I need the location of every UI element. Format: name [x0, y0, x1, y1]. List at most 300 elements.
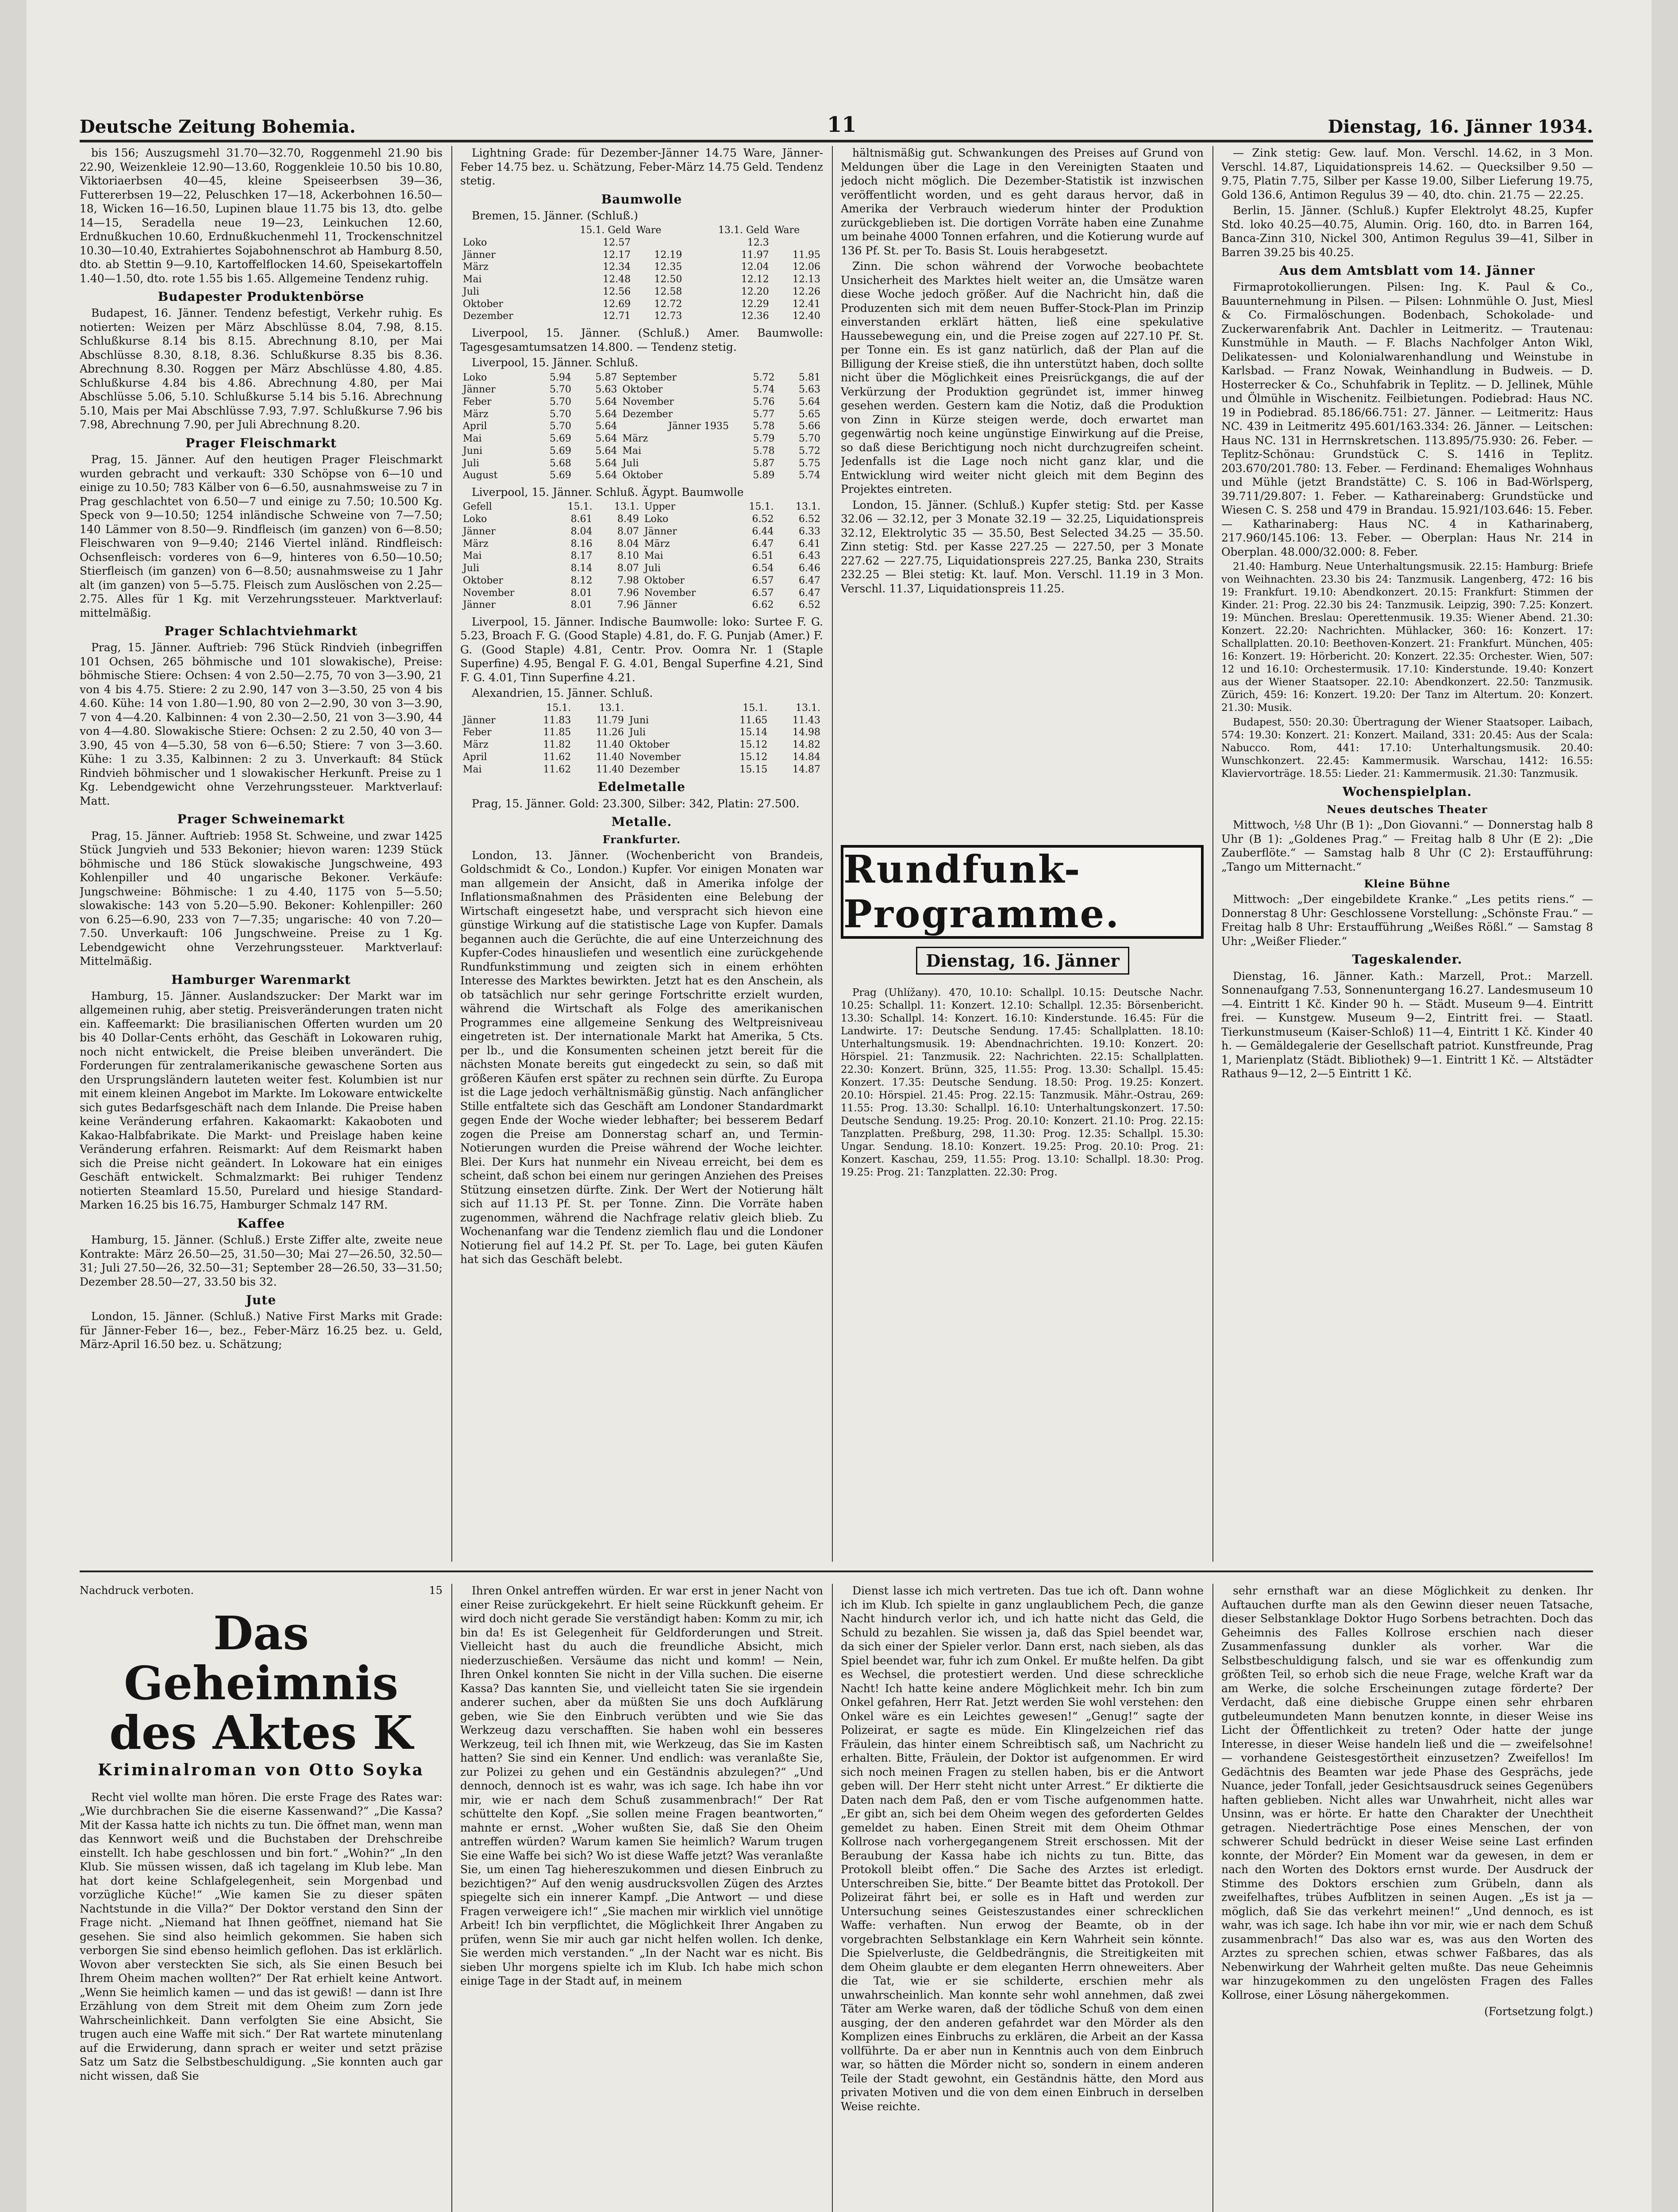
article-text: Liverpool, 15. Jänner. Indische Baumwolle: loko: Surtee F. G. 5.23, Broach F. G. (Good Staple) 4.81, do. F. G. Punjab (Amer.) F. G. (Good Staple) 4.81, Centr. Prov. Oomra Nr. 1 (Staple Superfine) 4.95, Bengal F. G. 4.01, Bengal Superfine 4.21, Sind F. G. 4.01, Tinn Superfine 4.21.: [460, 615, 823, 684]
section-heading: Kaffee: [237, 1216, 285, 1231]
table-cell: 6.57: [752, 575, 774, 586]
table-cell: 8.01: [570, 587, 593, 599]
table-cell: 12.06: [793, 261, 820, 273]
table-row: [460, 562, 823, 575]
page-content: [80, 97, 1593, 2212]
section-heading: Edelmetalle: [598, 780, 685, 795]
table-cell: Loko: [463, 372, 487, 383]
table-cell: 6.54: [752, 563, 774, 574]
table-cell: Juni: [463, 445, 483, 457]
paper-name: Deutsche Zeitung Bohemia.: [80, 116, 356, 137]
table-cell: 11.65: [739, 714, 768, 726]
serial-column-3: [841, 1584, 1204, 2212]
table-row: [460, 261, 823, 273]
installment-number: 15: [429, 1584, 443, 1597]
table-cell: 8.07: [617, 563, 639, 574]
subsection-heading: Neues deutsches Theater: [1327, 803, 1488, 816]
table-cell: 12.36: [741, 311, 769, 322]
article-text: Mittwoch, ½8 Uhr (B 1): „Don Giovanni.“ — Donnerstag halb 8 Uhr (B 1): „Goldenes Prag.“ — Freitag halb 8 Uhr (E 2): „Die Zauberflöte.“ — Samstag halb 8 Uhr (C 2): Erstaufführung: „Tango um Mitternacht.“: [1221, 818, 1593, 873]
alexandria-cotton-table: [460, 702, 823, 776]
continued-note: (Fortsetzung folgt.): [1484, 2005, 1593, 2018]
table-cell: 8.61: [570, 514, 593, 525]
table-cell: 8.12: [570, 575, 593, 586]
table-row: [460, 457, 823, 470]
article-text: Mittwoch: „Der eingebildete Kranke.“ „Les petits riens.“ — Donnerstag 8 Uhr: Geschlossene Vorstellung: „Schönste Frau.“ — Freitag halb 8 Uhr: Erstaufführung „Weißes Rößl.“ — Samstag 8 Uhr: „Weißer Flieder.“: [1221, 893, 1593, 948]
table-row: [460, 526, 823, 538]
radio-text: Budapest, 550: 20.30: Übertragung der Wiener Staatsoper. Laibach, 574: 19.30: Konzert. 21: Konzert. Mailand, 331: 20.45: Aus der Scala: Nabucco. Rom, 441: 17.10: Unterhaltungsmusik. 20.40: Wunschkonzert. 22.45: Kammermusik. Warschau, 1412: 16.55: Klaviervorträge. 18.55: Lieder. 21: Kammermusik. 21.30: Tanzmusik.: [1221, 716, 1593, 780]
table-cell: 8.07: [617, 526, 639, 537]
table-cell: 5.64: [799, 396, 820, 407]
table-cell: Jänner: [463, 599, 496, 611]
table-cell: [633, 237, 685, 249]
table-cell: Jänner: [463, 526, 496, 537]
table-cell: 5.87: [753, 457, 775, 469]
table-cell: 5.78: [753, 445, 775, 457]
table-row: [460, 538, 823, 550]
serial-subtitle: Kriminalroman von Otto Soyka: [98, 1761, 424, 1780]
article-text: Firmaprotokollierungen. Pilsen: Ing. K. Paul & Co., Bauunternehmung in Pilsen. — Pilsen: Lohnmühle O. Just, Miesl & Co. Firmalöschungen. Bodenbach, Schokolade- und Zuckerwarenfabrik Ant. Dachler in Leitmeritz. — Trautenau: Kunstmühle in Mauth. — F. Blachs Nachfolger Anton Wikl, Delikatessen- und Kolonialwarenhandlung und Weinstube in Karlsbad. — Franz Nowak, Weinhandlung in Budweis. — D. Hosterrecker & Co., Schuhfabrik in Teplitz. — D. Jellinek, Mühle und Ölmühle in Wischenitz. Feilbietungen. Podiebrad: Haus NC. 19 in Podiebrad. 85.186/66.751: 27. Jänner. — Leitmeritz: Haus NC. 439 in Leitmeritz 495.601/163.334: 26. Jänner. — Leitschen: Haus NC. 131 in Herrnskretschen. 113.895/75.930: 26. Feber. — Teplitz-Schönau: Grundstück C. S. 1416 in Teplitz. 203.670/201.780: 13. Feber. — Ferdinand: Ehemaliges Wohnhaus und Mühle (jetzt Brandstätte) C. S. 106 in Bad-Wörlsperg, 39.711/29.807: 1. Feber. — Kathareinaberg: Grundstücke und Wiesen C. S. 258 und 479 in Brandau. 15.921/103.646: 15. Feber. — Katharinaberg: Haus NC. 4 in Katharinaberg, 217.960/145.106: 13. Feber. — Oberplan: Haus Nr. 214 in Oberplan. 48.000/32.000: 8. Feber.: [1221, 280, 1593, 558]
table-cell: 14.98: [793, 727, 820, 738]
section-heading: Prager Schlachtviehmarkt: [164, 624, 358, 639]
table-row: [460, 384, 823, 396]
table-cell: Oktober: [622, 470, 663, 481]
table-cell: Feber: [463, 396, 492, 407]
table-row: [460, 237, 823, 249]
table-cell: 13.1.: [796, 702, 820, 714]
masthead: [80, 97, 1593, 142]
table-cell: November: [644, 587, 696, 599]
table-cell: 5.69: [550, 433, 571, 445]
table-cell: 14.87: [793, 764, 820, 775]
table-cell: Gefell: [463, 501, 492, 513]
table-cell: 8.10: [617, 550, 639, 562]
serial-column-4: [1221, 1584, 1593, 2212]
table-cell: 6.46: [799, 563, 820, 574]
table-row: [460, 310, 823, 323]
table-cell: März: [463, 261, 489, 273]
table-cell: 11.40: [596, 739, 624, 751]
table-cell: 7.98: [617, 575, 639, 586]
table-cell: Jänner: [644, 526, 677, 537]
article-text: Liverpool, 15. Jänner. (Schluß.) Amer. Baumwolle: Tagesgesamtumsatzen 14.800. — Tendenz stetig.: [460, 326, 823, 353]
table-row: [460, 587, 823, 599]
table-cell: 12.12: [741, 274, 769, 285]
table-cell: 13.1.: [614, 501, 639, 513]
table-cell: 12.3: [747, 237, 769, 248]
section-heading: Budapester Produktenbörse: [158, 289, 365, 304]
radio-listings: [841, 987, 1204, 1562]
article-text: Prag, 15. Jänner. Auf den heutigen Prager Fleischmarkt wurden gebracht und verkauft: 330 Schöpse von 6—10 und einige zu 10.50; 783 Kälber von 6—6.50, ausnahmsweise zu 7 in Prag geschlachtet von 6.50—7 und einige zu 7.50; 10.500 Kg. Speck von 9—10.50; 1254 inländische Schweine von 7—7.50; 140 Lämmer von 8.50—9. Rindfleisch (im ganzen) von 6—8.50; Fleischwaren von 9—9.40; 2146 Viertel inländ. Rindfleisch: Ochsenfleisch: vorderes von 6—9, hinteres von 6.50—10.50; Stierfleisch (im ganzen) von 6—8.50; ausnahmsweise zu 1 Jahr alt (im ganzen) von 5—5.75. Fleisch zum Auslöschen von 2.25—2.75. Alles für 1 Kg. mit Verzehrungssteuer. Marktverlauf: mittelmäßig.: [80, 453, 443, 619]
section-heading: Wochenspielplan.: [1342, 784, 1472, 799]
table-cell: 8.16: [570, 538, 593, 549]
table-cell: Feber: [463, 727, 492, 738]
table-cell: 12.58: [654, 286, 682, 297]
table-cell: 5.70: [550, 384, 571, 396]
table-row: [460, 298, 823, 311]
table-cell: Juli: [463, 457, 480, 469]
table-cell: November: [463, 587, 515, 599]
table-cell: [460, 702, 521, 714]
column-market-reports: [80, 146, 443, 1562]
table-cell: [627, 702, 717, 714]
table-cell: 11.62: [543, 751, 571, 763]
table-cell: 12.13: [793, 274, 820, 285]
table-cell: 5.77: [753, 408, 775, 420]
table-cell: 14.82: [793, 739, 820, 751]
table-row: [460, 575, 823, 587]
newspaper-page: [27, 0, 1651, 2212]
table-cell: 6.62: [752, 599, 774, 611]
table-cell: Juni: [629, 714, 649, 726]
table-cell: 5.64: [595, 421, 617, 432]
article-text: — Zink stetig: Gew. lauf. Mon. Verschl. 14.62, in 3 Mon. Verschl. 14.87, Liquidationspreis 14.62. — Quecksilber 9.50 — 9.75, Platin 7.75, Silber per Kasse 19.00, Silber Lieferung 19.75, Gold 136.6, Antimon Regulus 39 — 40, dto. chin. 21.75 — 22.25.: [1221, 146, 1593, 201]
table-row: [460, 764, 823, 776]
table-cell: November: [629, 751, 681, 763]
radio-date: Dienstag, 16. Jänner: [926, 951, 1120, 971]
table-cell: 13.1.: [796, 501, 820, 513]
column-metals: [841, 146, 1204, 836]
table-cell: 15.1. Geld: [580, 225, 631, 236]
table-cell: 11.40: [596, 751, 624, 763]
table-cell: 15.1.: [546, 702, 571, 714]
table-cell: 6.33: [799, 526, 820, 537]
serial-title: Das Geheimnis des Aktes K: [109, 1606, 413, 1760]
table-cell: 6.41: [799, 538, 820, 549]
table-cell: Juli: [629, 727, 646, 738]
table-cell: Jänner: [463, 249, 496, 261]
radio-text: 21.40: Hamburg. Neue Unterhaltungsmusik. 22.15: Hamburg: Briefe von Weihnachten. 23.30 bis 24: Tanzmusik. Langenberg, 472: 16 bis 19: Frankfurt. 19.10: Abendkonzert. 20.15: Frankfurt: Stimmen der Kinder. 21: Prog. 22.30 bis 24: Tanzmusik. Leipzig, 390: 7.25: Konzert. 19: München. Breslau: Operettenmusik. 19.35: Wiener Abend. 21.30: Konzert. 22.20: Nachrichten. Mühlacker, 360: 16: Konzert. 17: Schallplatten. 20.10: Beethoven-Konzert. 21: Frankfurt. München, 405: 16: Konzert. 19: Hörbericht. 20: Konzert. 22.35: Orchester. Wien, 507: 12 und 16.10: Orchestermusik. 17.10: Kinderstunde. 19.40: Konzert aus der Wiener Staatsoper. 22.10: Abendkonzert. 22.50: Tanzmusik. Zürich, 459: 16: Konzert. 19.20: Der Tanz im Altertum. 20: Konzert. 21.30: Musik.: [1221, 561, 1593, 714]
table-cell: 15.14: [739, 727, 768, 738]
table-row: [460, 445, 823, 457]
subsection-heading: Frankfurter.: [602, 833, 681, 846]
table-cell: Juli: [463, 563, 480, 574]
table-cell: 12.26: [793, 286, 820, 297]
table-row: [460, 599, 823, 611]
table-cell: 12.40: [793, 311, 820, 322]
table-cell: Upper: [644, 501, 676, 513]
table-cell: 5.81: [799, 372, 820, 383]
table-cell: 5.64: [595, 445, 617, 457]
table-cell: 5.66: [799, 421, 820, 432]
table-row: [460, 714, 823, 727]
table-cell: 5.65: [799, 408, 820, 420]
table-cell: 8.01: [570, 599, 593, 611]
liverpool-cotton-table: [460, 372, 823, 482]
table-cell: Jänner 1935: [668, 421, 729, 432]
table-cell: 5.70: [550, 396, 571, 407]
section-heading: Hamburger Warenmarkt: [171, 972, 351, 987]
table-cell: Mai: [463, 433, 482, 445]
table-cell: 6.43: [799, 550, 820, 562]
article-text: Prag, 15. Jänner. Auftrieb: 796 Stück Rindvieh (inbegriffen 101 Ochsen, 265 böhmische und 101 slowakische), Preise: böhmische Stiere: Ochsen: 4 von 2.50—2.75, 70 von 3—3.90, 21 von 4 bis 4.75. Stiere: 2 zu 2.90, 147 von 3—3.50, 25 von 4 bis 4.60. Kühe: 14 von 1.80—1.90, 80 von 2—2.90, 30 von 3—3.90, 7 von 4—4.20. Kalbinnen: 4 von 2.30—2.50, 21 von 3—3.90, 44 von 4—4.80. Slowakische Stiere: Ochsen: 2 zu 2.50, 40 von 3—3.90, 45 von 4—5.30, 58 von 6—6.50; Stiere: 7 von 3—3.60. Kühe: 1 zu 3.35, Kalbinnen: 2 zu 3. Unverkauft: 84 Stück Rindvieh böhmischer und 1 slowakischer Herkunft. Preise zu 1 Kg. Lebendgewicht ohne Verzehrungssteuer. Marktverlauf: Matt.: [80, 641, 443, 807]
table-cell: 12.71: [603, 311, 631, 322]
column-divider: [832, 1584, 833, 2212]
table-row: [460, 550, 823, 562]
table-cell: 11.26: [596, 727, 624, 738]
column-notices: [1221, 146, 1593, 1562]
table-cell: 5.69: [550, 445, 571, 457]
table-cell: 6.47: [799, 587, 820, 599]
section-heading: Aus dem Amtsblatt vom 14. Jänner: [1279, 263, 1535, 278]
table-cell: 5.64: [595, 396, 617, 407]
table-cell: März: [463, 739, 489, 751]
table-cell: 14.84: [793, 751, 820, 763]
table-cell: 11.40: [596, 764, 624, 775]
table-cell: 5.63: [799, 384, 820, 396]
grain-prices-text: bis 156; Auszugsmehl 31.70—32.70, Roggenmehl 21.90 bis 22.90, Weizenkleie 12.90—13.60, Roggenkleie 10.50 bis 10.80, Viktoriaerbsen 40—45, kleine Speiseerbsen 39—36, Futtererbsen 19—22, Peluschken 17—18, Ackerbohnen 16.50—18, Wicken 16—16.50, Lupinen blaue 11.75 bis 13, dto. gelbe 14—15, Seradella neue 19—23, Leinkuchen 12.60, Erdnußkuchen 10.60, Erdnußkuchenmehl 11, Trockenschnitzel 10.30—10.40, Extrahiertes Sojabohnenschrot ab Hamburg 8.50, dto. ab Stettin 9—9.10, Kartoffelflocken 14.60, Speisekartoffeln 1.40—1.50, dto. rote 1.55 bis 1.65. Allgemeine Tendenz ruhig.: [80, 146, 443, 285]
liverpool-egypt-cotton-table: [460, 501, 823, 611]
table-cell: 5.78: [753, 421, 775, 432]
table-caption: Liverpool, 15. Jänner. Schluß. Ägypt. Baumwolle: [472, 485, 744, 499]
serial-text: sehr ernsthaft war an diese Möglichkeit zu denken. Ihr Auftauchen durfte man als den Gewinn dieser neuen Tatsache, dieser Selbstanklage Doktor Hugo Sorbens betrachten. Doch das Geheimnis des Falles Kollrose erschien nach dieser Zusammenfassung dunkler als vorher. War die Selbstbeschuldigung falsch, und sie war es offenkundig zum größten Teil, so erhob sich die neue Frage, welche Kraft war da am Werke, die solche Erscheinungen zutage förderte? Der Verdacht, daß eine diebische Gruppe einen sehr ehrbaren gutbeleumundeten Mann benutzen konnte, in dieser Weise ins Licht der Öffentlichkeit zu treten? Oder hatte der junge Interesse, in dieser Weise handeln ließ und die — zweifelsohne! — vorhandene Geistesgestörtheit einzusetzen? Zweifellos! Im Gedächtnis des Beamten war jede Phase des Gesprächs, jede Nuance, jeder Tonfall, jeder Gesichtsausdruck seines Gegenübers haften geblieben. Nicht alles war Unwahrheit, nicht alles war Unsinn, was er hörte. Er hatte den Charakter der Unechtheit getragen. Niederträchtige Pose eines Menschen, der von schwerer Schuld bedrückt in dieser Weise seine Last erfinden konnte, der Mörder? Ein Moment war da gewesen, in dem er nach den Worten des Doktors ernst wurde. Der Ausdruck der Stimme des Doktors erschien zum Grübeln, dann als zweifelhaftes, trübes Aufblitzen in seinen Augen. „Es ist ja — möglich, daß Sie das verkehrt meinen!“ „Und dennoch, es ist wahr, was ich sage. Ich habe ihn vor mir, wie er nach dem Schuß zusammenbrach!“ Das also war es, was aus den Worten des Arztes zu sprechen schien, etwas schwer Faßbares, das als Nebenwirkung der Wahrheit gelten mußte. Das neue Geheimnis war hinzugekommen zu den ungelösten Fragen des Falles Kollrose, einer Lösung nähergekommen.: [1221, 1584, 1593, 2001]
table-row: [460, 501, 823, 513]
table-cell: 15.1.: [749, 501, 774, 513]
column-commodities: [460, 146, 823, 1562]
serial-column-1: [80, 1584, 443, 2212]
section-divider: [80, 1571, 1593, 1572]
table-cell: 5.70: [550, 421, 571, 432]
table-cell: Dezember: [629, 764, 680, 775]
table-row: [460, 469, 823, 482]
table-cell: 5.72: [753, 372, 775, 383]
radio-title: Rundfunk-Programme.: [843, 847, 1120, 937]
table-cell: 5.70: [550, 408, 571, 420]
table-cell: 5.94: [550, 372, 571, 383]
table-cell: Mai: [463, 764, 482, 775]
table-cell: 12.72: [654, 298, 682, 310]
table-row: [460, 286, 823, 298]
table-cell: 13.1.: [599, 702, 624, 714]
table-cell: 12.20: [741, 286, 769, 297]
table-caption: Bremen, 15. Jänner. (Schluß.): [472, 209, 638, 222]
table-cell: Mai: [463, 550, 482, 562]
table-cell: 12.19: [654, 249, 682, 261]
table-cell: 5.64: [595, 457, 617, 469]
table-cell: 8.49: [617, 514, 639, 525]
table-cell: 5.64: [595, 433, 617, 445]
table-cell: 5.72: [799, 445, 820, 457]
table-cell: 12.34: [603, 261, 631, 273]
table-cell: 5.63: [595, 384, 617, 396]
table-row: [460, 372, 823, 384]
column-divider: [451, 1584, 452, 2212]
table-cell: März: [622, 433, 648, 445]
table-cell: 11.83: [543, 714, 571, 726]
table-cell: Oktober: [644, 575, 685, 586]
table-cell: 15.1.: [567, 501, 593, 513]
table-cell: 12.41: [793, 298, 820, 310]
table-cell: 12.29: [741, 298, 769, 310]
section-heading: Prager Schweinemarkt: [177, 812, 345, 827]
table-cell: 12.73: [654, 311, 682, 322]
table-cell: 8.14: [570, 563, 593, 574]
table-cell: Loko: [463, 237, 487, 248]
table-cell: 11.97: [741, 249, 769, 261]
article-text: Hamburg, 15. Jänner. Auslandszucker: Der Markt war im allgemeinen ruhig, aber stetig. Preisveränderungen traten nicht ein. Kaffeemarkt: Die brasilianischen Offerten wurden um 20 bis 40 Dollar-Cents erhöht, das Geschäft in Lokowaren ruhig, noch nicht entwickelt, die Preise bleiben unverändert. Die Forderungen für zentralamerikanische gewaschene Sorten aus den Ursprungsländern lauteten weiter fest. Kolumbien ist nur mit einem kleinen Angebot im Markte. Im Lokoware entwickelte sich gutes Bedarfsgeschäft nach dem Inlande. Die Preise haben keine Veränderung erfahren. Kakaomarkt: Kakaoboten und Kakao-Halbfabrikate. Die Markt- und Preislage haben keine Veränderung erfahren. Reismarkt: Auf dem Reismarkt haben sich die Preise nicht geändert. In Lokoware hat ein einiges Geschäft entwickelt. Schmalzmarkt: Bei ruhiger Tendenz notierten Steamlard 15.50, Purelard und hiesige Standard-Marken 16.25 bis 16.75, Hamburger Schmalz 147 RM.: [80, 989, 443, 1212]
table-cell: 11.43: [793, 714, 820, 726]
table-cell: 6.44: [752, 526, 774, 537]
column-divider: [1212, 1584, 1213, 2212]
article-text: Budapest, 16. Jänner. Tendenz befestigt, Verkehr ruhig. Es notierten: Weizen per März Abschlüsse 8.04, 7.98, 8.15. Schlußkurse 8.14 bis 8.15. Abrechnung 8.10, per Mai Abschlüsse 8.30, 8.18, 8.36. Schlußkurse 8.35 bis 8.36. Abrechnung 8.30. Roggen per März Abschlüsse 4.80, 4.85. Schlußkurse 4.84 bis 4.86. Abrechnung 4.80, per Mai Abschlüsse 5.06, 5.10. Schlußkurse 5.14 bis 5.16. Abrechnung 5.10, Mais per Mai Abschlüsse 7.93, 7.97. Schlußkurse 7.96 bis 7.98, Abrechnung 7.90, per Juli Abrechnung 8.20.: [80, 307, 443, 431]
section-heading: Prager Fleischmarkt: [185, 435, 337, 450]
table-cell: März: [463, 538, 489, 549]
article-text: London, 15. Jänner. (Schluß.) Kupfer stetig: Std. per Kasse 32.06 — 32.12, per 3 Monate 32.19 — 32.25, Liquidationspreis 32.12, Elektrolytic 35 — 35.50, Best Selected 34.25 — 35.50. Zinn stetig: Std. per Kasse 227.25 — 227.50, per 3 Monate 227.62 — 227.75, Liquidationspreis 227.25, Banka 230, Straits 232.25 — Blei stetig: Kt. lauf. Mon. Verschl. 11.19 in 3 Mon. Verschl. 11.37, Liquidationspreis 11.25.: [841, 498, 1204, 595]
article-text: Zinn. Die schon während der Vorwoche beobachtete Unsicherheit des Marktes hielt weiter an, die Umsätze waren diese Woche jedoch größer. Auf die Nachricht hin, daß die Produzenten sich mit dem neuen Buffer-Stock-Plan im Prinzip einverstanden erklärt hätten, ließ eine spekulative Haussebewegung ein, und die Preise zogen auf 227.10 Pf. St. per Tonne ein. Es ist ganz natürlich, daß der Plan auf die Billigung der Kreise stieß, die ihn unterstützt haben, doch sollte nicht über die Möglichkeit eines Preisrückgangs, die auf der Verkürzung der Produktion gegründet ist, immer hinweg gesehen werden. Gestern kam die Notiz, daß die Produktion von Zinn in Kürze steigen werde, doch erwartet man gegenwärtig noch keine ungünstige Einwirkung auf die Preise, so daß diese Berichtigung noch nicht durchzugreifen scheint. Jedenfalls ist die Lage noch nicht ganz klar, und die Entwicklung wird weiter nicht gleich mit dem Beginn des Projektes eintreten.: [841, 260, 1204, 495]
serial-header: [80, 1584, 443, 1597]
table-cell: 5.68: [550, 457, 571, 469]
table-caption: Liverpool, 15. Jänner. Schluß.: [472, 356, 639, 369]
table-row: [460, 273, 823, 286]
table-cell: 12.04: [741, 261, 769, 273]
table-cell: 5.64: [595, 408, 617, 420]
table-row: [460, 513, 823, 526]
table-cell: Juli: [644, 563, 661, 574]
table-cell: 12.57: [603, 237, 631, 248]
table-row: [460, 751, 823, 764]
column-divider: [832, 146, 833, 1562]
radio-programs-banner: [841, 845, 1204, 939]
bremen-cotton-table: [460, 224, 823, 323]
table-cell: Juli: [622, 457, 639, 469]
table-cell: 12.48: [603, 274, 631, 285]
table-caption: Alexandrien, 15. Jänner. Schluß.: [472, 687, 653, 700]
table-cell: 6.47: [752, 538, 774, 549]
table-cell: 15.15: [739, 764, 768, 775]
table-cell: 5.70: [799, 433, 820, 445]
section-heading: Tageskalender.: [1352, 952, 1462, 967]
table-cell: 12.35: [654, 261, 682, 273]
table-cell: [460, 224, 547, 237]
table-row: [460, 420, 823, 433]
table-cell: Jänner: [463, 384, 496, 396]
table-cell: 5.76: [753, 396, 775, 407]
table-cell: August: [463, 470, 498, 481]
table-cell: Loko: [644, 514, 669, 525]
column-divider: [1212, 146, 1213, 1562]
article-text: Prag, 15. Jänner. Gold: 23.300, Silber: 342, Platin: 27.500.: [472, 797, 800, 810]
table-row: [460, 726, 823, 739]
page-number: 11: [827, 112, 857, 137]
table-cell: Jänner: [644, 599, 677, 611]
table-cell: 8.04: [617, 538, 639, 549]
table-cell: 11.62: [543, 764, 571, 775]
table-cell: März: [644, 538, 670, 549]
table-cell: Dezember: [622, 408, 673, 420]
serial-column-2: [460, 1584, 823, 2212]
article-text: Prag, 15. Jänner. Auftrieb: 1958 St. Schweine, und zwar 1425 Stück Jungvieh und 533 Bekonier; hievon waren: 1239 Stück böhmische und 186 Stück slowakische Jungschweine, 493 Kohlenpiller und 40 ungarische Bekoner. Verkäufe: Jungschweine: Böhmische: 1 zu 4.40, 1175 von 5—5.50; slowakische: 143 von 5.20—5.90. Bekoner: Kohlenpiller: 260 von 6.25—6.90, 233 von 7—7.35; ungarische: 40 von 7.20—7.50. Unverkauft: 106 Jungschweine. Preise zu 1 Kg. Lebendgewicht ohne Verzehrungssteuer. Marktverlauf: Mittelmäßig.: [80, 829, 443, 968]
section-heading: Baumwolle: [601, 192, 682, 207]
table-cell: 11.82: [543, 739, 571, 751]
article-text: Lightning Grade: für Dezember-Jänner 14.75 Ware, Jänner-Feber 14.75 bez. u. Schätzung, Feber-März 14.75 Geld. Tendenz stetig.: [460, 146, 823, 187]
table-cell: Oktober: [622, 384, 663, 396]
table-cell: 11.95: [793, 249, 820, 261]
section-heading: Jute: [246, 1293, 277, 1308]
table-row: [460, 433, 823, 445]
table-cell: März: [463, 408, 489, 420]
table-cell: 5.75: [799, 457, 820, 469]
table-cell: 5.79: [753, 433, 775, 445]
table-cell: 15.1.: [743, 702, 768, 714]
radio-text: Prag (Uhlížany). 470, 10.10: Schallpl. 10.15: Deutsche Nachr. 10.25: Schallpl. 11: Konzert. 12.10: Schallpl. 12.35: Börsenbericht. 13.30: Schallpl. 14: Konzert. 16.10: Kinderstunde. 16.45: Für die Landwirte. 17: Deutsche Sendung. 17.45: Schallplatten. 18.10: Unterhaltungsmusik. 19: Abendnachrichten. 19.10: Konzert. 20: Hörspiel. 21: Tanzmusik. 22: Nachrichten. 22.15: Schallplatten. 22.30: Konzert. Brünn, 325, 11.55: Prog. 13.30: Schallpl. 15.45: Konzert. 17.35: Deutsche Sendung. 18.50: Prog. 19.25: Konzert. 20.10: Hörspiel. 21.45: Prog. 22.15: Tanzmusik. Mähr.-Ostrau, 269: 11.55: Prog. 13.30: Schallpl. 16.10: Unterhaltungskonzert. 17.50: Deutsche Sendung. 19.25: Prog. 20.10: Konzert. 21.10: Prog. 22.15: Tanzplatten. Preßburg, 298, 11.30: Prog. 12.35: Schallpl. 15.30: Ungar. Sendung. 18.10: Konzert. 19.25: Prog. 20.10: Prog. 21: Konzert. Kaschau, 259, 11.55: Prog. 13.10: Schallpl. 18.30: Prog. 19.25: Prog. 21: Tanzplatten. 22.30: Prog.: [841, 987, 1204, 1178]
table-row: [460, 408, 823, 421]
table-cell: 15.12: [739, 739, 768, 751]
article-text: Berlin, 15. Jänner. (Schluß.) Kupfer Elektrolyt 48.25, Kupfer Std. loko 40.25—40.75, Alumin. Orig. 160, dto. in Barren 164, Banca-Zinn 310, Nickel 300, Antimon Regulus 39—41, Silber in Barren 39.25 bis 40.25.: [1221, 204, 1593, 259]
radio-date-box: [916, 947, 1129, 975]
article-text: hältnismäßig gut. Schwankungen des Preises auf Grund von Meldungen über die Lage in den Vereinigten Staaten und jedoch nicht möglich. Die Dezember-Statistik ist inzwischen veröffentlicht worden, und es geht daraus hervor, daß in Amerika der Verbrauch wiederum hinter der Produktion zurückgeblieben ist. Die dortigen Vorräte haben eine Zunahme um beinahe 4000 Tonnen erfahren, und die Kotierung wurde auf 136 Pf. St. per To. Basis St. Louis herabgesetzt.: [841, 146, 1204, 257]
table-cell: 6.51: [752, 550, 774, 562]
table-cell: November: [622, 396, 674, 407]
table-cell: Oktober: [463, 298, 504, 310]
table-row: [460, 739, 823, 751]
table-row: [460, 249, 823, 261]
table-cell: April: [463, 421, 487, 432]
table-cell: September: [622, 372, 677, 383]
column-divider: [451, 146, 452, 1562]
table-cell: 5.74: [753, 384, 775, 396]
table-cell: 12.69: [603, 298, 631, 310]
table-cell: 11.85: [543, 727, 571, 738]
table-cell: Mai: [622, 445, 642, 457]
table-cell: Oktober: [629, 739, 670, 751]
table-cell: 12.56: [603, 286, 631, 297]
table-cell: 12.17: [603, 249, 631, 261]
table-row: [460, 396, 823, 408]
table-cell: Mai: [644, 550, 663, 562]
table-cell: Jänner: [463, 714, 496, 726]
serial-text: Recht viel wollte man hören. Die erste Frage des Rates war: „Wie durchbrachen Sie die eiserne Kassenwand?“ „Die Kassa? Mit der Kassa hatte ich nichts zu tun. Die öffnet man, wenn man das Kennwort weiß und die Buchstaben der Drehschreibe einstellt. Ich habe geschlossen und bin fort.“ „Wohin?“ „In den Klub. Sie müssen wissen, daß ich tagelang im Klub lebe. Man hat dort keine Schlafgelegenheit, sein Morgenbad und vorzügliche Küche!“ „Wie kamen Sie zu dieser späten Nachtstunde in die Villa?“ Der Doktor verstand den Sinn der Frage nicht. „Niemand hat Ihnen geöffnet, niemand hat Sie gesehen. Sie sind also heimlich gekommen. Sie haben sich verborgen Sie sind ebenso heimlich geflohen. Das ist erklärlich. Wovon aber versteckten Sie sich, als Sie einen Besuch bei Ihrem Oheim machen wollten?“ Der Rat erhielt keine Antwort. „Wenn Sie heimlich kamen — und das ist gewiß! — dann ist Ihre Erzählung von dem Streit mit dem Oheim zum Zorn jede Wahrscheinlichkeit. Dann verfolgten Sie eine Absicht, Sie trugen auch eine Waffe mit sich.“ Der Rat wartete minutenlang auf die Erwiderung, dann sprach er weiter und setzt präzise Satz um Satz die Selbstbeschuldigung. „Sie konnten auch gar nicht wissen, daß Sie: [80, 1790, 443, 2082]
table-cell: 15.12: [739, 751, 768, 763]
table-cell: 5.87: [595, 372, 617, 383]
table-cell: Loko: [463, 514, 487, 525]
table-cell: 11.79: [596, 714, 624, 726]
article-text: London, 15. Jänner. (Schluß.) Native First Marks mit Grade: für Jänner-Feber 16—, bez., Feber-März 16.25 bez. u. Geld, März-April 16.50 bez. u. Schätzung;: [80, 1310, 443, 1351]
subsection-heading: Kleine Bühne: [1364, 877, 1451, 891]
table-cell: Dezember: [463, 311, 513, 322]
table-header-row: [460, 224, 823, 237]
table-cell: 8.17: [570, 550, 593, 562]
serial-text: Dienst lasse ich mich vertreten. Das tue ich oft. Dann wohne ich im Klub. Ich spielte in ganz unglaublichem Pech, die ganze Nacht hindurch verlor ich, und ich hatte nicht das Geld, die Schuld zu bezahlen. Sie wissen ja, daß das Spiel beendet war, da sich einer der Spieler verlor. Dann erst, nach sieben, als das Spiel beendet war, fuhr ich zum Onkel. Er mußte helfen. Da gibt es Wechsel, die protestiert werden. Und diese schreckliche Nacht! Ich hatte keine andere Möglichkeit mehr. Ich bin zum Onkel gefahren, Herr Rat. Jetzt werden Sie wohl verstehen: den Onkel wäre es ein Leichtes gewesen!“ „Genug!“ sagte der Polizeirat, er sagte es müde. Ein Klingelzeichen rief das Fräulein, das hinter einem Schreibtisch saß, um Nachricht zu erhalten. Bitte, Fräulein, der Doktor ist aufgenommen. Er wird sich noch meinen Fragen zu stellen haben, bis er die Antwort geben will. Der Herr steht nicht unter Arrest.“ Er diktierte die Daten nach dem Paß, den er vom Tische aufgenommen hatte. „Er gibt an, sich bei dem Oheim wegen des geforderten Geldes gemeldet zu haben. Einen Streit mit dem Oheim Othmar Kollrose nach vorhergegangenem Streit erschossen. Mit der Beraubung der Kassa habe ich nichts zu tun. Bitte, das Protokoll bleibt offen.“ Die Sache des Arztes ist erledigt. Unterschreiben Sie, bitte.“ Der Beamte bittet das Protokoll. Der Polizeirat fährt bei, er solle es in Haft und werden zur Untersuchung seines Geisteszustandes einer schrecklichen Waffe: verhaften. Nun erwog der Beamte, ob in der vorgebrachten Selbstanklage ein Kern Wahrheit sein könnte. Die Spielverluste, die Geldbedrängnis, die Streitigkeiten mit dem Oheim glaubte er dem eleganten Herrn ohneweiters. Aber die Tat, wie er sie schilderte, erschien mehr als unwahrscheinlich. Man konnte sehr wohl annehmen, daß zwei Täter am Werke waren, daß der tödliche Schuß von dem einen ausging, der den anderen gefahrdet war den Mörder als den Komplizen eines Einbruchs zu erklären, die Arbeit an der Kassa vollführte. Da er aber nun in Kenntnis auch von dem Einbruch war, so hätten die Mörder nicht so, sondern in einem anderen Teile der Stadt gewohnt, ein Geständnis hätte, den Mord aus privaten Motiven und die von dem einen Einbruch in derselben Weise reichte.: [841, 1584, 1204, 2113]
article-text: London, 13. Jänner. (Wochenbericht von Brandeis, Goldschmidt & Co., London.) Kupfer. Vor einigen Monaten war man allgemein der Ansicht, daß in Amerika infolge der Inflationsmaßnahmen des Präsidenten eine Belebung der Wirtschaft eingesetzt habe, und verspracht sich hievon eine günstige Wirkung auf die statistische Lage von Kupfer. Damals begannen auch die Gerüchte, die auf eine Unterzeichnung des Kupfer-Codes hinausliefen und wesentlich eine zurückgehende Rundfunkstimmung und zeigten sich in einem erhöhten Interesse des Marktes bewirkten. Jetzt hat es den Anschein, als ob tatsächlich nur sehr geringe Fortschritte erzielt wurden, während die Wirtschaft als Folge des amerikanischen Programmes eine allgemeine Senkung des Weltpreisniveau eingetreten ist. Der internationale Markt hat Amerika, 5 Cts. per lb., und die Konsumenten scheinen jetzt bereit für die nächsten Monate bereits gut eingedeckt zu sein, so daß mit größeren Käufen erst später zu rechnen sein dürfte. Zu Europa ist die Lage jedoch verhältnismäßig günstig. Nach anfänglicher Stille entfaltete sich das Geschäft am Londoner Standardmarkt gegen Ende der Woche wieder lebhafter; bei besserem Bedarf zogen die Preise am Donnerstag scharf an, und Termin-Notierungen wurden die Preise während der Woche leichter. Blei. Der Kurs hat nunmehr ein Niveau erreicht, bei dem es scheint, daß schon bei einem nur geringen Anziehen des Preises Stützung einsetzen dürfte. Zink. Der Wert der Notierung hält sich auf 11.13 Pf. St. per Tonne. Zinn. Die Vorräte haben zugenommen, während die Nachfrage relativ gleich blieb. Zu Wochenanfang war die Tendenz ziemlich flau und die Londoner Notierung fiel auf 14.2 Pf. St. per To. Lage, bei guten Käufen hat sich das Geschäft belebt.: [460, 849, 823, 1266]
table-row: [460, 702, 823, 714]
section-heading: Metalle.: [611, 814, 672, 830]
table-cell: Ware: [774, 225, 800, 236]
table-cell: 6.47: [799, 575, 820, 586]
table-cell: Ware: [636, 225, 662, 236]
table-cell: 6.52: [752, 514, 774, 525]
reprint-notice: Nachdruck verboten.: [80, 1584, 194, 1597]
table-cell: 5.64: [595, 470, 617, 481]
issue-date: Dienstag, 16. Jänner 1934.: [1328, 116, 1593, 137]
table-cell: 6.52: [799, 599, 820, 611]
table-cell: Mai: [463, 274, 482, 285]
table-cell: [772, 237, 823, 249]
article-text: Dienstag, 16. Jänner. Kath.: Marzell, Prot.: Marzell. Sonnenaufgang 7.53, Sonnenuntergang 16.27. Landesmuseum 10—4. Eintritt 1 Kč. Kinder 90 h. — Städt. Museum 9—4. Eintritt frei. — Kunstgew. Museum 9—2, Eintritt frei. — Staatl. Tierkunstmuseum (Kaiser-Schloß) 11—4, Eintritt 1 Kč. Kinder 40 h. — Gemäldegalerie der Gesellschaft patriot. Kunstfreunde, Prag 1, Marienplatz (Städt. Bibliothek) 9—1. Eintritt 1 Kč. — Altstädter Rathaus 9—12, 2—5 Eintritt 1 Kč.: [1221, 969, 1593, 1080]
table-cell: 5.69: [550, 470, 571, 481]
table-cell: 13.1. Geld: [718, 225, 769, 236]
table-cell: Oktober: [463, 575, 504, 586]
table-cell: 7.96: [617, 599, 639, 611]
table-cell: 6.57: [752, 587, 774, 599]
table-cell: 8.04: [570, 526, 593, 537]
serial-text: Ihren Onkel antreffen würden. Er war erst in jener Nacht von einer Reise zurückgekehrt. Er hielt seine Rückkunft geheim. Er wird doch nicht gerade Sie verständigt haben: Komm zu mir, ich bin da! Es ist Gelegenheit für Geldforderungen und Streit. Vielleicht hast du auch die freundliche Absicht, mich niederzuschießen. Versäume das nicht und komm! — Nein, Ihren Onkel konnten Sie nicht in der Villa suchen. Die eiserne Kassa? Das kannten Sie, und vielleicht taten Sie sie irgendein anderer suchen, aber da müßten Sie uns doch Aufklärung geben, wie Sie den Einbruch verübten und wie Sie das Werkzeug dazu verschafften. Sie haben wohl ein besseres Werkzeug, teil ich Ihnen mit, wie Werkzeug, das Sie im Kasten hatten? Sie sind ein Kenner. Und endlich: was veranlaßte Sie, zur Polizei zu gehen und ein Geständnis abzulegen?“ „Und dennoch, dennoch ist es wahr, was ich sage. Ich habe ihn vor mir, wie er nach dem Schuß zusammenbrach!“ Der Rat schüttelte den Kopf. „Sie sollen meine Fragen beantworten,“ mahnte er ernst. „Woher wußten Sie, daß Sie den Oheim antreffen würden? Warum kamen Sie heimlich? Warum trugen Sie eine Waffe bei sich? Wo ist diese Waffe jetzt? Was veranlaßte Sie, um einen Tag hiehereszukommen und diesen Einbruch zu bezichtigen?“ Auf den wenig ausdrucksvollen Zügen des Arztes spiegelte sich ein innerer Kampf. „Die Antwort — und diese Fragen verweigere ich!“ „Sie machen mir wirklich viel unnötige Arbeit! Ich bin verpflichtet, die Möglichkeit Ihrer Angaben zu prüfen, wenn Sie mir auch gar nicht helfen wollen. Ich denke, Sie werden mich verstanden.“ „In der Nacht war es nicht. Bis sieben Uhr morgens spielte ich im Klub. Ich habe mich schon einige Tage in der Stadt auf, in meinem: [460, 1584, 823, 1987]
table-cell: Juli: [463, 286, 480, 297]
table-cell: 12.50: [654, 274, 682, 285]
table-cell: April: [463, 751, 487, 763]
table-cell: 7.96: [617, 587, 639, 599]
table-cell: 5.74: [799, 470, 820, 481]
table-cell: 6.52: [799, 514, 820, 525]
article-text: Hamburg, 15. Jänner. (Schluß.) Erste Ziffer alte, zweite neue Kontrakte: März 26.50—25, 31.50—30; Mai 27—26.50, 32.50—31; Juli 27.50—26, 32.50—31; September 28—26.50, 33—31.50; Dezember 28.50—27, 33.50 bis 32.: [80, 1233, 443, 1288]
